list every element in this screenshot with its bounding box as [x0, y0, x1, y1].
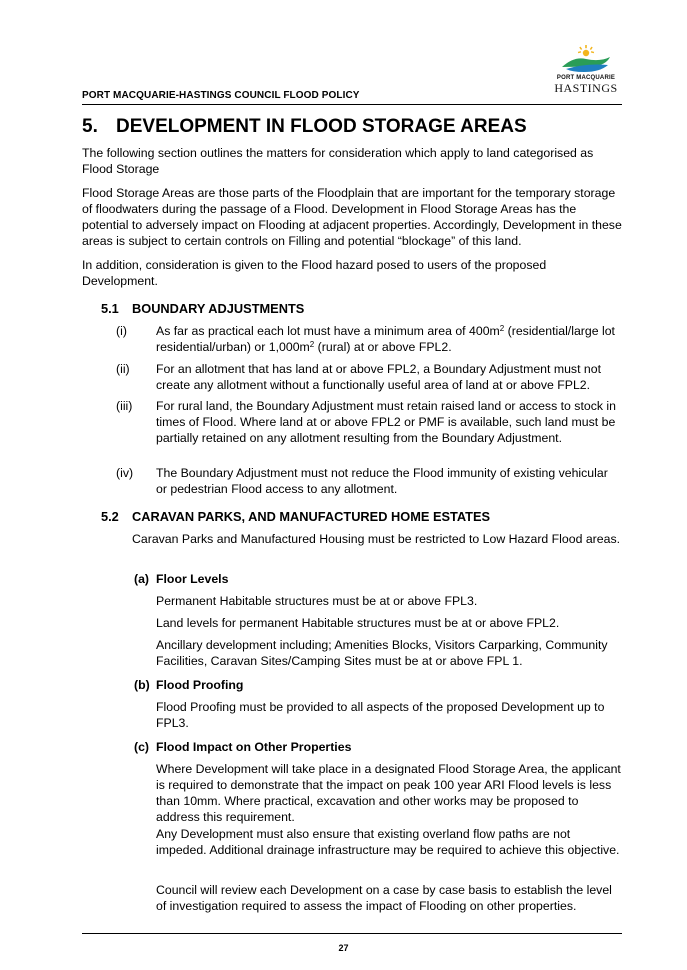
sub-heading-flood-impact	[134, 740, 351, 754]
paragraph: Land levels for permanent Habitable structures must be at or above FPL2.	[156, 616, 560, 630]
paragraph: Ancillary development including; Amenities Blocks, Visitors Carparking, Community Facilities, Caravan Sites/Camping Sites must be at or above FPL 1.	[156, 638, 608, 668]
list-item-text: For rural land, the Boundary Adjustment must retain raised land or access to stock in times of Flood. Where land at or above FPL2 or PMF is available, such land must be partially retained on any allotment resulting from the Boundary Adjustment.	[156, 399, 616, 445]
sub-title: Flood Impact on Other Properties	[156, 740, 352, 754]
council-logo	[548, 45, 624, 101]
sub-marker: (c)	[134, 740, 150, 754]
subsection-title: CARAVAN PARKS, AND MANUFACTURED HOME ESTATES	[132, 509, 491, 524]
list-marker: (ii)	[116, 362, 130, 376]
subsection-title: BOUNDARY ADJUSTMENTS	[132, 301, 305, 316]
sub-marker: (b)	[134, 678, 150, 692]
list-marker: (iii)	[116, 399, 133, 413]
sub-heading-floor-levels	[134, 572, 228, 586]
sub-heading-flood-proofing	[134, 678, 243, 692]
paragraph: Flood Proofing must be provided to all aspects of the proposed Development up to FPL3.	[156, 700, 605, 730]
sub-title: Floor Levels	[156, 572, 229, 586]
subsection-intro: Caravan Parks and Manufactured Housing must be restricted to Low Hazard Flood areas.	[132, 532, 621, 546]
sub-title: Flood Proofing	[156, 678, 244, 692]
intro-paragraph-1: The following section outlines the matters for consideration which apply to land categorised as Flood Storage	[82, 146, 594, 176]
paragraph: Permanent Habitable structures must be at or above FPL3.	[156, 594, 478, 608]
section-heading	[82, 116, 527, 138]
paragraph: Where Development will take place in a designated Flood Storage Area, the applicant is required to demonstrate that the impact on peak 100 year ARI Flood levels is less than 10mm. Where practical, excavation and other works may be proposed to address this requirement.	[156, 762, 621, 824]
subsection-heading-5-1	[101, 301, 304, 316]
list-marker: (i)	[116, 324, 127, 338]
intro-paragraph-2: Flood Storage Areas are those parts of the Floodplain that are important for the temporary storage of floodwaters during the passage of a Flood. Development in Flood Storage Areas has the potential to adversely impact on Flooding at adjacent properties. Accordingly, Development in these areas is subject to certain controls on Filling and potential “blockage” of this land.	[82, 186, 622, 248]
section-title: DEVELOPMENT IN FLOOD STORAGE AREAS	[116, 116, 527, 137]
running-header: PORT MACQUARIE-HASTINGS COUNCIL FLOOD POLICY	[82, 90, 360, 101]
list-item-text: For an allotment that has land at or above FPL2, a Boundary Adjustment must not create any allotment without a functionally useful area of land at or above FPL2.	[156, 362, 601, 392]
sub-marker: (a)	[134, 572, 150, 586]
list-item-text: As far as practical each lot must have a minimum area of $400m^2$ (residential/large lot residential/urban) or $1,000m^2$ (rural) at or above FPL2.	[156, 324, 615, 354]
logo-text-hastings: HASTINGS	[554, 81, 618, 95]
paragraph: Council will review each Development on a case by case basis to establish the level of investigation required to assess the impact of Flooding on other properties.	[156, 883, 612, 913]
logo-emblem-icon	[548, 45, 624, 75]
subsection-number: 5.1	[101, 301, 119, 316]
footer-divider	[82, 933, 622, 934]
logo-text-port: PORT MACQUARIE	[556, 75, 616, 81]
subsection-heading-5-2	[101, 509, 490, 524]
section-number: 5.	[82, 116, 98, 137]
list-item-text: The Boundary Adjustment must not reduce the Flood immunity of existing vehicular or pedestrian Flood access to any allotment.	[156, 466, 608, 496]
intro-paragraph-3: In addition, consideration is given to the Flood hazard posed to users of the proposed Development.	[82, 258, 547, 288]
subsection-number: 5.2	[101, 509, 119, 524]
header-divider	[82, 104, 622, 105]
paragraph: Any Development must also ensure that existing overland flow paths are not impeded. Additional drainage infrastructure may be required to achieve this objective.	[156, 827, 620, 857]
page-number: 27	[338, 943, 349, 953]
list-marker: (iv)	[116, 466, 134, 480]
